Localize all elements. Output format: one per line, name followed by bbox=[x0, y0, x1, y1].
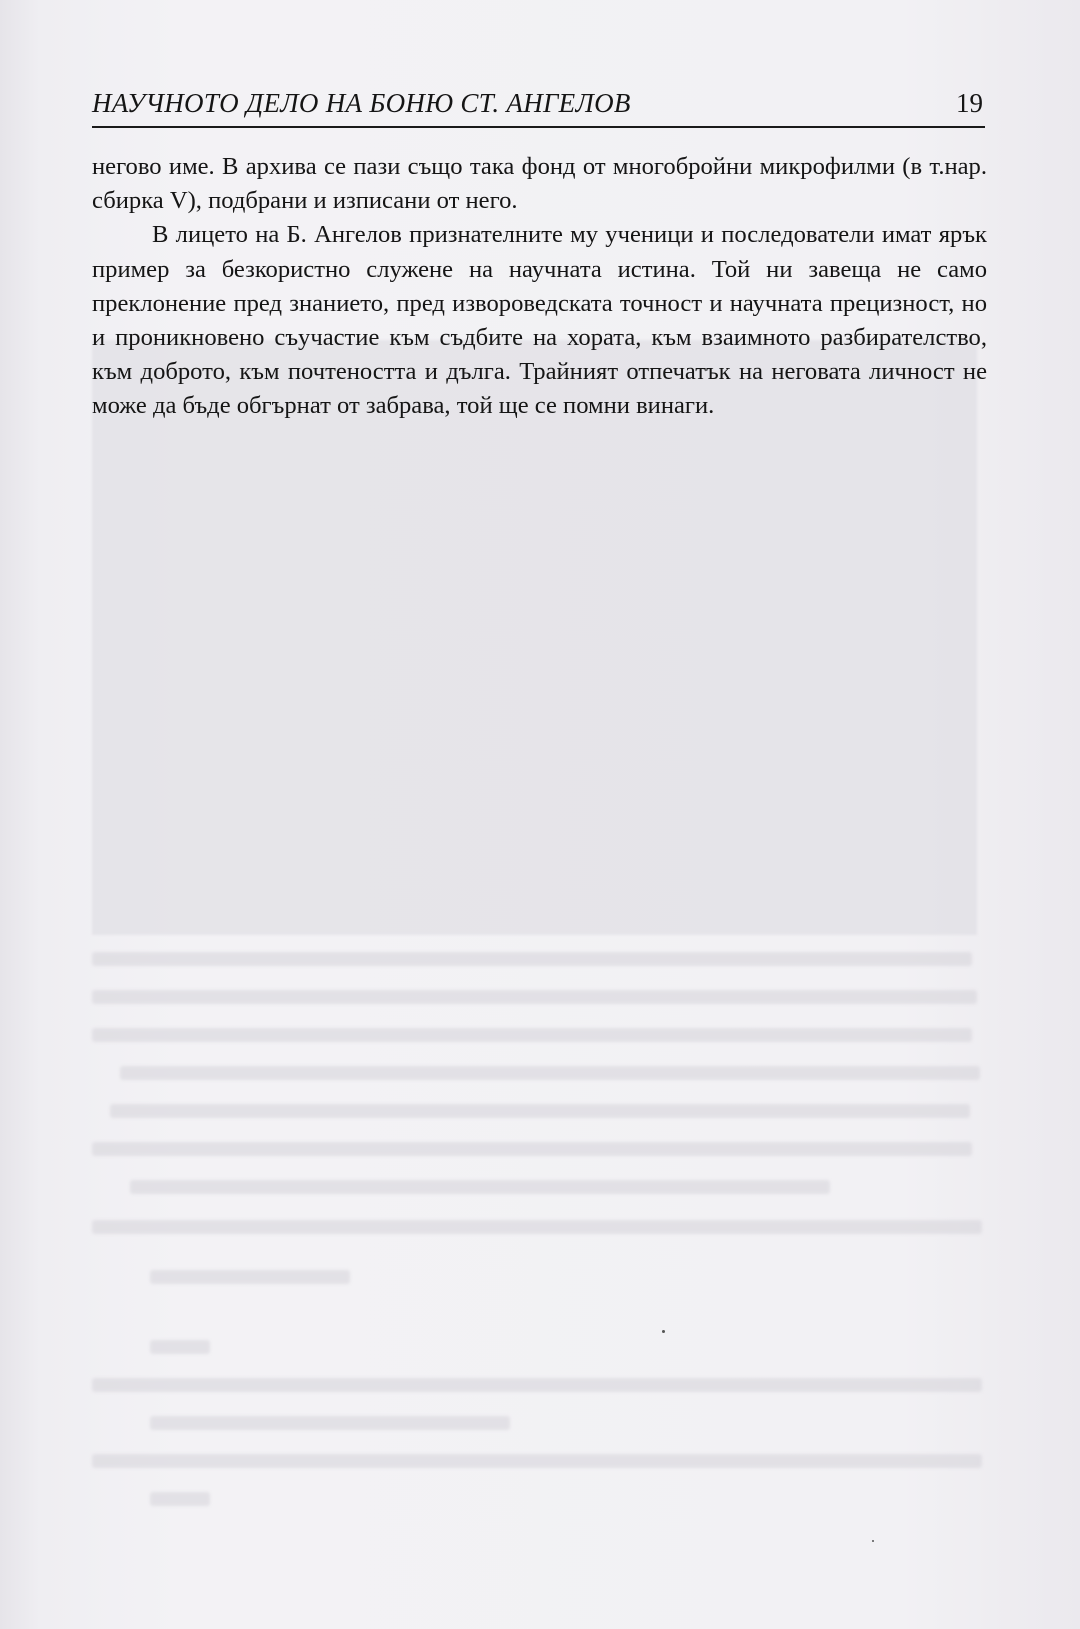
paper-speck bbox=[662, 1330, 665, 1333]
show-through-text-line bbox=[120, 1066, 980, 1080]
paragraph-2: В лицето на Б. Ангелов признателните му ученици и последователи имат ярък пример за безкористно служене на научната истина. Той ни завеща не само преклонение пред знанието, пред изворoведската точност и научната прецизност, но и проникновено съучастие към съдбите на хората, към взаимното разбирателство, към доброто, към почтеността и дълга. Трайният отпечатък на неговата личност не може да бъде обгърнат от забрава, той ще се помни винаги. bbox=[92, 221, 987, 420]
show-through-text-line bbox=[110, 1104, 970, 1118]
show-through-text-line bbox=[150, 1340, 210, 1354]
running-header bbox=[92, 84, 985, 128]
show-through-text-line bbox=[150, 1492, 210, 1506]
show-through-text-line bbox=[92, 1142, 972, 1156]
show-through-text-line bbox=[92, 1454, 982, 1468]
show-through-text-line bbox=[130, 1180, 830, 1194]
paper-speck bbox=[872, 1540, 874, 1542]
show-through-text-line bbox=[150, 1416, 510, 1430]
paragraph-1: негово име. В архива се пази също така фонд от многобройни микрофилми (в т.нар. сбирка V), подбрани и изписани от него. bbox=[92, 153, 987, 215]
body-text bbox=[92, 150, 987, 424]
show-through-text-line bbox=[92, 1378, 982, 1392]
running-header-title: НАУЧНОТО ДЕЛО НА БОНЮ СТ. АНГЕЛОВ bbox=[92, 88, 631, 118]
show-through-text-line bbox=[92, 952, 972, 966]
show-through-photo bbox=[92, 340, 977, 935]
show-through-text-line bbox=[150, 1270, 350, 1284]
show-through-text-line bbox=[92, 990, 977, 1004]
show-through-text-line bbox=[92, 1220, 982, 1234]
page-number: 19 bbox=[956, 88, 983, 118]
show-through-text-line bbox=[92, 1028, 972, 1042]
